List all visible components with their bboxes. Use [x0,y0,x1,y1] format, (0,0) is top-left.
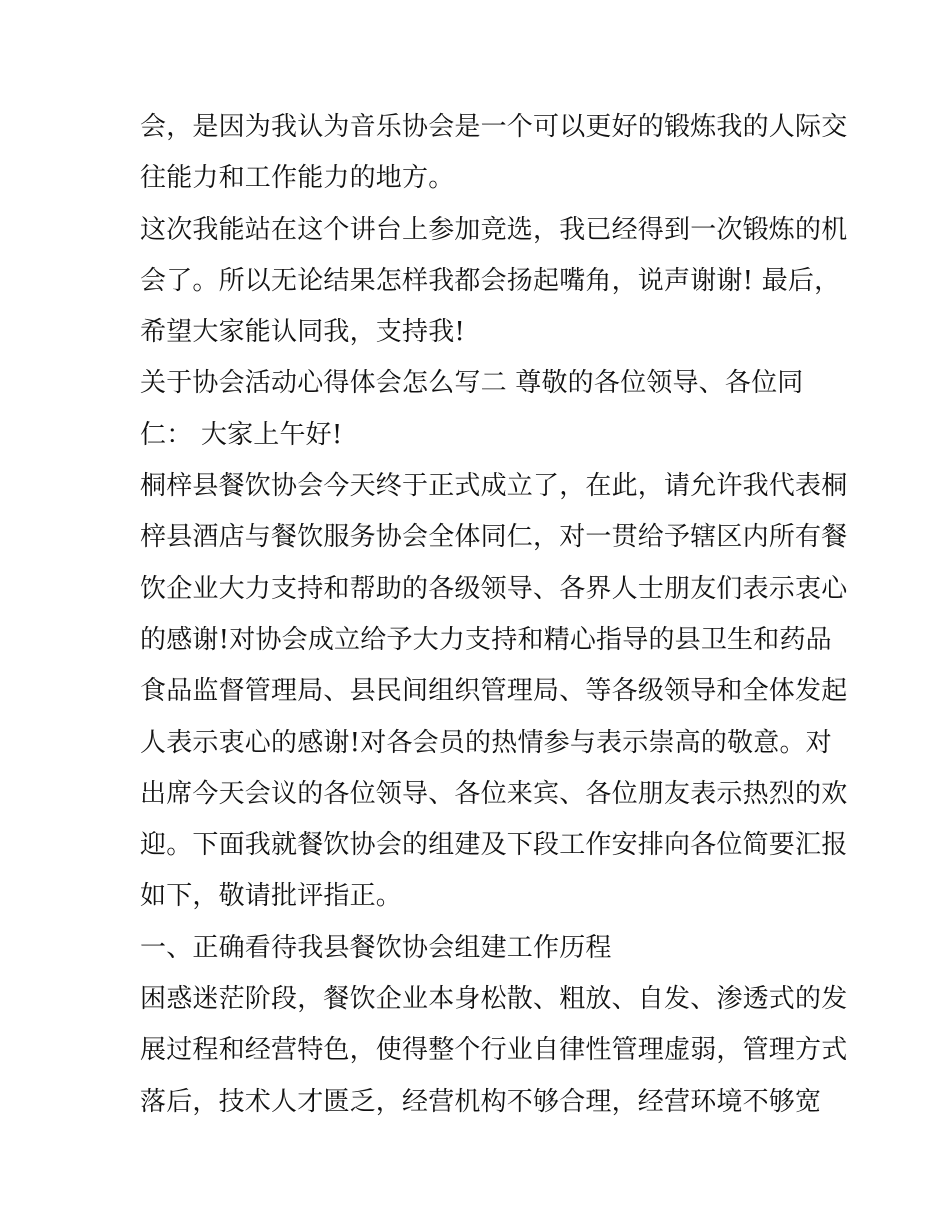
text-line: 展过程和经营特色，使得整个行业自律性管理虚弱，管理方式 [140,1035,848,1066]
text-line: 出席今天会议的各位领导、各位来宾、各位朋友表示热烈的欢 [140,778,848,809]
text-line: 希望大家能认同我，支持我! [140,317,466,348]
salutation-line: 仁： 大家上午好! [140,419,343,450]
text-line: 迎。下面我就餐饮协会的组建及下段工作安排向各位简要汇报 [140,830,848,861]
text-line: 食品监督管理局、县民间组织管理局、等各级领导和全体发起 [140,676,848,707]
text-line: 会，是因为我认为音乐协会是一个可以更好的锻炼我的人际交 [140,112,848,142]
text-line: 的感谢!对协会成立给予大力支持和精心指导的县卫生和药品 [140,624,832,655]
text-line: 困惑迷茫阶段，餐饮企业本身松散、粗放、自发、渗透式的发 [140,984,848,1015]
text-line: 会了。所以无论结果怎样我都会扬起嘴角，说声谢谢! 最后， [140,265,841,296]
section-heading-line: 一、正确看待我县餐饮协会组建工作历程 [140,932,612,963]
text-line: 如下，敬请批评指正。 [140,881,403,912]
section-heading-line: 关于协会活动心得体会怎么写二 尊敬的各位领导、各位同 [140,368,804,399]
text-line: 这次我能站在这个讲台上参加竞选，我已经得到一次锻炼的机 [140,214,848,245]
text-line: 人表示衷心的感谢!对各会员的热情参与表示崇高的敬意。对 [140,727,832,758]
text-line: 桐梓县餐饮协会今天终于正式成立了，在此，请允许我代表桐 [140,471,848,502]
text-line: 饮企业大力支持和帮助的各级领导、各界人士朋友们表示衷心 [140,573,848,604]
document-body [140,102,848,1128]
text-line: 梓县酒店与餐饮服务协会全体同仁，对一贯给予辖区内所有餐 [140,522,848,553]
text-line: 往能力和工作能力的地方。 [140,163,455,194]
text-line: 落后，技术人才匮乏，经营机构不够合理，经营环境不够宽 [140,1086,822,1117]
